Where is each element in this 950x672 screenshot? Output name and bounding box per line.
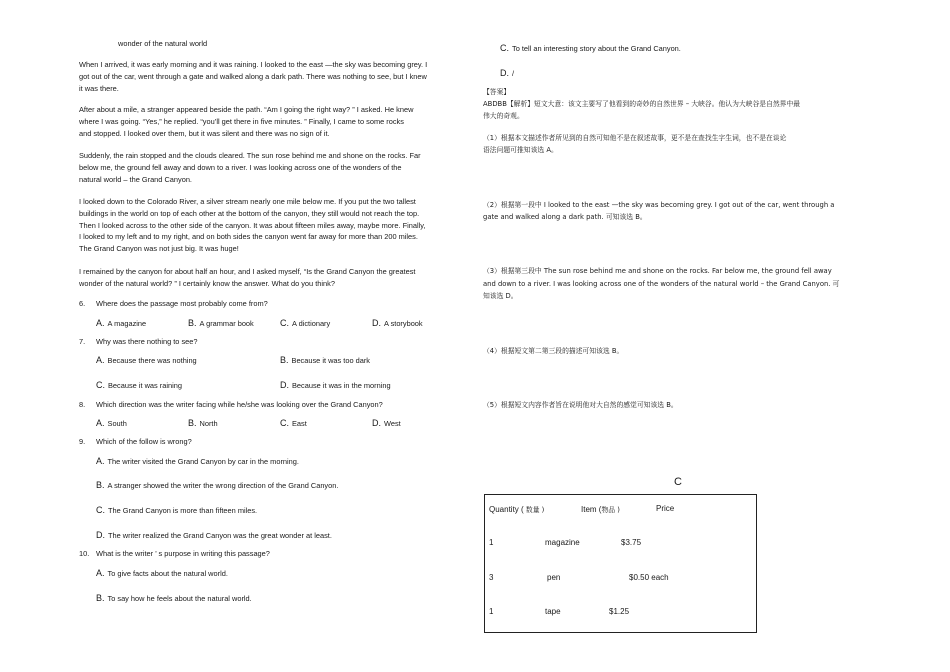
paragraph-2: After about a mile, a stranger appeared beside the path. “Am I going the right way? ” I asked. He knew where I was going. “Yes,” he replied. “you’ll get there in five minutes. ” Finally, I came to some rocks and stopped. I looked over them, but it was silent and there was no sign of it. xyxy=(79,105,414,138)
q9-option-b[interactable]: B. A stranger showed the writer the wrong direction of the Grand Canyon. xyxy=(96,480,339,490)
q9-option-d[interactable]: D. The writer realized the Grand Canyon was the great wonder at least. xyxy=(96,530,332,540)
table-row-3-price: $1.25 xyxy=(609,607,630,616)
question-6-text: Where does the passage most probably come from? xyxy=(96,299,268,308)
q8-option-b[interactable]: B. North xyxy=(188,418,218,428)
q8-option-c[interactable]: C. East xyxy=(280,418,307,428)
explanation-3-line-2: and down to a river. I was looking across one of the wonders of the natural world – the Grand Canyon. 可 xyxy=(483,280,840,288)
q7-option-b[interactable]: B. Because it was too dark xyxy=(280,355,370,365)
explanation-2-line-1: （2）根据第一段中 I looked to the east —the sky was becoming grey. I got out of the car, went through a xyxy=(483,201,835,209)
explanation-3-line-3: 知该选 D。 xyxy=(483,292,518,300)
q9-option-a[interactable]: A. The writer visited the Grand Canyon by car in the morning. xyxy=(96,456,299,466)
question-9-text: Which of the follow is wrong? xyxy=(96,437,192,446)
q7-option-d[interactable]: D. Because it was in the morning xyxy=(280,380,391,390)
q8-option-a[interactable]: A. South xyxy=(96,418,127,428)
q10-option-b[interactable]: B. To say how he feels about the natural world. xyxy=(96,593,252,603)
price-table xyxy=(484,494,757,633)
question-8-number: 8. xyxy=(79,400,86,409)
paragraph-3: Suddenly, the rain stopped and the clouds cleared. The sun rose behind me and shone on the rocks. Far below me, the ground fell away and down to a river. I was looking across one of the wonders of the natural world – the Grand Canyon. xyxy=(79,151,421,184)
paragraph-4: I looked down to the Colorado River, a silver stream nearly one mile below me. If you put the two tallest buildings in the world on top of each other at the bottom of the canyon, they still would not reach the top. Then I looked across to the other side of the canyon. It was about fifteen miles away, maybe more. Finally, I looked to my left and to my right, and on both sides the canyon went far away for more than 200 miles. The Grand Canyon was not just big. It was huge! xyxy=(79,197,426,254)
q10-option-c[interactable]: C. To tell an interesting story about the Grand Canyon. xyxy=(500,43,681,53)
passage-title: wonder of the natural world xyxy=(118,39,208,48)
table-row-2-item: pen xyxy=(547,573,561,582)
table-row-2-price: $0.50 each xyxy=(629,573,669,582)
table-row-1-item: magazine xyxy=(545,538,580,547)
paragraph-1: When I arrived, it was early morning and it was raining. I looked to the east —the sky was becoming grey. I got out of the car, went through a gate and walked along a dark path. There was nothing to see, but I knew it was there. xyxy=(79,60,428,93)
explanation-5: （5）根据短文内容作者旨在说明他对大自然的感觉可知该选 B。 xyxy=(483,401,678,409)
explanation-1-line-2: 语法问题可推知该选 A。 xyxy=(483,146,558,154)
answer-heading: 【答案】 xyxy=(483,88,511,96)
explanation-4: （4）根据短文第二第三段的描述可知该选 B。 xyxy=(483,347,624,355)
table-row-1-qty: 1 xyxy=(489,538,494,547)
header-price: Price xyxy=(656,504,675,513)
answer-summary-line-2: 伟大的奇观。 xyxy=(483,112,524,120)
q7-option-c[interactable]: C. Because it was raining xyxy=(96,380,182,390)
question-7-text: Why was there nothing to see? xyxy=(96,337,198,346)
header-quantity: Quantity ( 数量 ) xyxy=(489,505,545,514)
header-item: Item (物品 ) xyxy=(581,505,620,514)
question-7-number: 7. xyxy=(79,337,86,346)
q6-option-b[interactable]: B. A grammar book xyxy=(188,318,254,328)
section-heading-c: C xyxy=(674,476,682,488)
q6-option-a[interactable]: A. A magazine xyxy=(96,318,147,328)
question-10-number: 10. xyxy=(79,549,90,558)
paragraph-5: I remained by the canyon for about half an hour, and I asked myself, “Is the Grand Canyon the greatest wonder of the natural world? ” I certainly know the answer. What do you think? xyxy=(79,267,416,288)
explanation-3-line-1: （3）根据第三段中 The sun rose behind me and shone on the rocks. Far below me, the ground fell away xyxy=(483,267,832,275)
q6-option-c[interactable]: C. A dictionary xyxy=(280,318,331,328)
q6-option-d[interactable]: D. A storybook xyxy=(372,318,423,328)
q9-option-c[interactable]: C. The Grand Canyon is more than fifteen miles. xyxy=(96,505,258,515)
table-row-3-item: tape xyxy=(545,607,561,616)
table-row-2-qty: 3 xyxy=(489,573,494,582)
explanation-2-line-2: gate and walked along a dark path. 可知该选 B。 xyxy=(483,213,647,221)
q10-option-d[interactable]: D. / xyxy=(500,68,515,78)
q7-option-a[interactable]: A. Because there was nothing xyxy=(96,355,197,365)
question-9-number: 9. xyxy=(79,437,86,446)
q10-option-a[interactable]: A. To give facts about the natural world. xyxy=(96,568,228,578)
question-6-number: 6. xyxy=(79,299,86,308)
q8-option-d[interactable]: D. West xyxy=(372,418,401,428)
answer-summary-line-1: ABDBB【解析】短文大意：该文主要写了他看到的奇妙的自然世界 – 大峡谷。他认为大峡谷是自然界中最 xyxy=(483,100,801,108)
question-10-text: What is the writer ’ s purpose in writing this passage? xyxy=(96,549,270,558)
table-row-1-price: $3.75 xyxy=(621,538,642,547)
explanation-1-line-1: （1）根据本文描述作者所见到的自然可知他不是在叙述故事，更不是在查找生字生词，也不是在谈论 xyxy=(483,134,787,142)
question-8-text: Which direction was the writer facing while he/she was looking over the Grand Canyon? xyxy=(96,400,383,409)
table-row-3-qty: 1 xyxy=(489,607,494,616)
